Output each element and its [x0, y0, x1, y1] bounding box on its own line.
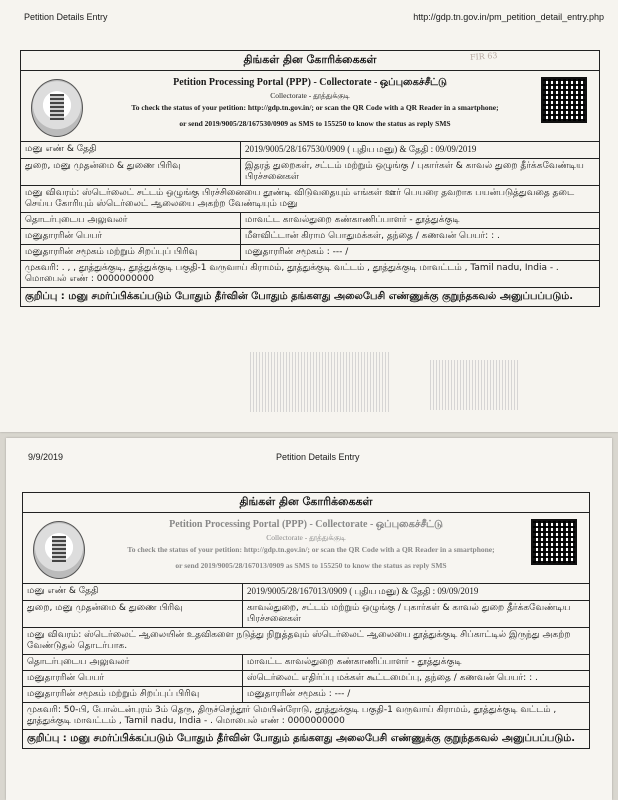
officer-value: மாவட்ட காவல்துறை கண்காணிப்பாளர் - தூத்துக்குடி — [245, 215, 460, 225]
petition-number-value: 2019/9005/28/167013/0909 ( புதிய மனு) & தேதி : 09/09/2019 — [247, 586, 479, 596]
portal-header — [21, 71, 599, 142]
community-label: மனுதாரரின் சமூகம் மற்றும் சிறப்புப் பிரிவு — [23, 687, 243, 702]
office-name: Collectorate - தூத்துக்குடி — [266, 533, 346, 542]
sms-note: குறிப்பு : மனு சமர்ப்பிக்கப்படும் போதும் தீர்வின் போதும் தங்களது அலைபேசி எண்ணுக்கு குறுந்தகவல் அனுப்பப்படும். — [25, 291, 574, 302]
bleed-through-smudge — [430, 360, 520, 410]
status-instructions: To check the status of your petition: http://gdp.tn.gov.in/; or scan the QR Code with a QR Reader in a smartphone; — [131, 103, 499, 112]
portal-title: Petition Processing Portal (PPP) - Collectorate - ஒப்புகைச்சீட்டு — [173, 77, 447, 88]
handwritten-mark: FIR 63 — [469, 51, 498, 62]
header-url: http://gdp.tn.gov.in/pm_petition_detail_entry.php — [413, 12, 604, 22]
department-row — [23, 601, 589, 628]
sms-instructions: or send 2019/9005/28/167013/0909 as SMS to 155250 to know the status as reply SMS — [175, 561, 447, 570]
sms-instructions: or send 2019/9005/28/167530/0909 as SMS to 155250 to know the status as reply SMS — [179, 119, 451, 128]
petitioner-row — [23, 671, 589, 687]
header-title: Petition Details Entry — [276, 452, 360, 462]
address: முகவரி: 50-பி, போல்டன்புரம் 3ம் தெரு, திருச்செந்தூர் மெயின்ரோடு, தூத்துக்குடி பகுதி-1 வருவாய் கிராமம், தூத்துக்குடி வட்டம் , தூத்துக்குடி மாவட்டம் , Tamil nadu, India - . மொபைல் எண் : 0000000000 — [23, 703, 589, 730]
department-value: காவல்துறை, சட்டம் மற்றும் ஒழுங்கு / புகார்கள் & காவல் துறை தீர்க்கவேண்டிய பிரச்சனைகள் — [247, 603, 571, 624]
petition-form — [20, 50, 600, 307]
community-value: மனுதாரரின் சமூகம் : --- / — [247, 689, 351, 699]
portal-header — [23, 513, 589, 584]
officer-row — [23, 655, 589, 671]
petition-details: மனு விவரம்: ஸ்டெர்லைட் ஆலையின் உதவிகளை நடுத்து நிறுத்தவும் ஸ்டெர்லைட் ஆலையை தூத்துக்குடி சிப்காட்டில் இருந்து அகற்ற வேண்டுதல் தொடர்பாக. — [23, 628, 589, 655]
petition-number-value: 2019/9005/28/167530/0909 ( புதிய மனு) & தேதி : 09/09/2019 — [245, 144, 477, 154]
department-row — [21, 159, 599, 186]
officer-row — [21, 213, 599, 229]
sms-note: குறிப்பு : மனு சமர்ப்பிக்கப்படும் போதும் தீர்வின் போதும் தங்களது அலைபேசி எண்ணுக்கு குறுந்தகவல் அனுப்பப்படும். — [27, 733, 576, 744]
petitioner-label: மனுதாரரின் பெயர் — [23, 671, 243, 686]
petition-number-label: மனு எண் & தேதி — [23, 584, 243, 600]
form-title: திங்கள் தின கோரிக்கைகள் — [21, 51, 599, 71]
qr-code-icon — [541, 77, 587, 123]
office-name: Collectorate - தூத்துக்குடி — [270, 91, 350, 100]
petition-number-label: மனு எண் & தேதி — [21, 142, 241, 158]
portal-title: Petition Processing Portal (PPP) - Collectorate - ஒப்புகைச்சீட்டு — [169, 519, 443, 530]
officer-label: தொடர்புடைய அலுவலர் — [21, 213, 241, 228]
officer-label: தொடர்புடைய அலுவலர் — [23, 655, 243, 670]
petitioner-row — [21, 229, 599, 245]
officer-value: மாவட்ட காவல்துறை கண்காணிப்பாளர் - தூத்துக்குடி — [247, 657, 462, 667]
petition-number-row — [23, 584, 589, 601]
qr-code-icon — [531, 519, 577, 565]
petition-details: மனு விவரம்: ஸ்டெர்லைட் சட்டம் ஒழுங்கு பிரச்சினையை தூண்டி விடுவதையும் எங்கள் ஊர் பெயரை தவறாக பயன்படுத்துவதை தடை செய்ய கோரியும் ஸ்டெர்லைட் ஆலையை அகற்ற வேண்டியும் மனு — [21, 186, 599, 213]
department-label: துறை, மனு முதன்மை & துணை பிரிவு — [23, 601, 243, 627]
community-value: மனுதாரரின் சமூகம் : --- / — [245, 247, 349, 257]
petitioner-label: மனுதாரரின் பெயர் — [21, 229, 241, 244]
petition-number-row — [21, 142, 599, 159]
form-title: திங்கள் தின கோரிக்கைகள் — [23, 493, 589, 513]
department-label: துறை, மனு முதன்மை & துணை பிரிவு — [21, 159, 241, 185]
address: முகவரி: . , , தூத்துக்குடி, தூத்துக்குடி பகுதி-1 வருவாய் கிராமம், தூத்துக்குடி வட்டம் , தூத்துக்குடி மாவட்டம் , Tamil nadu, India - . மொபைல் எண் : 0000000000 — [21, 261, 599, 288]
petitioner-value: மீளவிட்டான் கிராம பொதுமக்கள், தந்தை / கணவன் பெயர்: : . — [245, 231, 500, 241]
community-row — [23, 687, 589, 703]
petitioner-value: ஸ்டெர்லைட் எதிர்ப்பு மக்கள் கூட்டமைப்பு, தந்தை / கணவன் பெயர்: : . — [247, 673, 538, 683]
bleed-through-smudge — [250, 352, 390, 412]
header-left: Petition Details Entry — [24, 12, 108, 22]
header-date: 9/9/2019 — [28, 452, 64, 462]
status-instructions: To check the status of your petition: http://gdp.tn.gov.in/; or scan the QR Code with a QR Reader in a smartphone; — [127, 545, 495, 554]
petition-form-2 — [22, 492, 590, 749]
community-row — [21, 245, 599, 261]
community-label: மனுதாரரின் சமூகம் மற்றும் சிறப்புப் பிரிவு — [21, 245, 241, 260]
department-value: இதரத் துறைகள், சட்டம் மற்றும் ஒழுங்கு / புகார்கள் & காவல் துறை தீர்க்கவேண்டிய பிரச்சனைகள் — [245, 161, 584, 182]
